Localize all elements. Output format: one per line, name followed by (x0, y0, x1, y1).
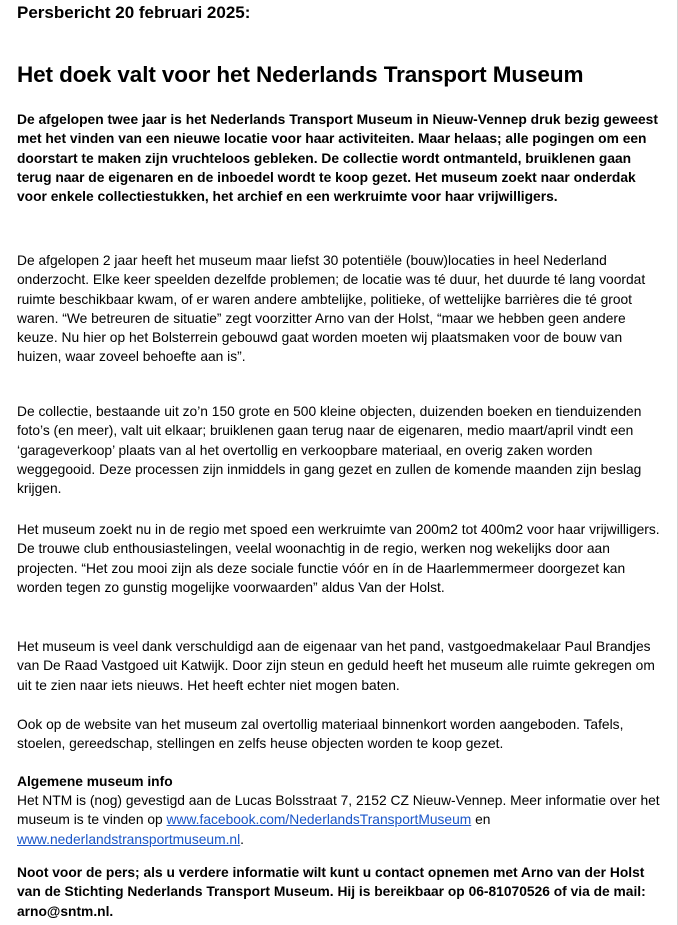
info-text-before: Het NTM is (nog) gevestigd aan de Lucas Bolsstraat 7, 2152 CZ Nieuw-Vennep. Meer informatie over het museum is te vinden op (17, 793, 660, 828)
body-paragraph-thanks: Het museum is veel dank verschuldigd aan de eigenaar van het pand, vastgoedmakelaar Paul Brandjes van De Raad Vastgoed uit Katwijk. Door zijn steun en geduld heeft het museum alle ruimte gekregen om uit te zien naar iets nieuws. Het heeft echter niet mogen baten. (17, 639, 655, 693)
press-note: Noot voor de pers; als u verdere informatie wilt kunt u contact opnemen met Arno van der Holst van de Stichting Nederlands Transport Museum. Hij is bereikbaar op 06-81070526 of via de mail: arno@sntm.nl. (17, 865, 646, 919)
facebook-link[interactable]: www.facebook.com/NederlandsTransportMuseum (166, 812, 472, 828)
info-section-body (17, 791, 667, 849)
body-paragraph-collection: De collectie, bestaande uit zo’n 150 grote en 500 kleine objecten, duizenden boeken en tienduizenden foto’s (en meer), valt uit elkaar; bruiklenen gaan terug naar de eigenaren, medio maart/april vindt een ‘garageverkoop’ plaats van al het overtollig en verkoopbare materiaal, en overig zaken worden weggegooid. Deze processen zijn inmiddels in gang gezet en zullen de komende maanden zijn beslag krijgen. (17, 404, 642, 497)
dateline: Persbericht 20 februari 2025: (17, 3, 251, 22)
headline: Het doek valt voor het Nederlands Transport Museum (17, 62, 584, 87)
lead-paragraph: De afgelopen twee jaar is het Nederlands Transport Museum in Nieuw-Vennep druk bezig geweest met het vinden van een nieuwe locatie voor haar activiteiten. Maar helaas; alle pogingen om een doorstart te maken zijn vruchteloos gebleken. De collectie wordt ontmanteld, bruiklenen gaan terug naar de eigenaren en de inboedel wordt te koop gezet. Het museum zoekt naar onderdak voor enkele collectiestukken, het archief en een werkruimte voor haar vrijwilligers. (17, 112, 658, 205)
info-section-title: Algemene museum info (17, 774, 173, 789)
body-paragraph-workspace: Het museum zoekt nu in de regio met spoed een werkruimte van 200m2 tot 400m2 voor haar vrijwilligers. De trouwe club enthousiastelingen, veelal woonachtig in de regio, werken nog wekelijks door aan projecten. “Het zou mooi zijn als deze sociale functie vóór en ín de Haarlemmermeer doorgezet kan worden tegen zo gunstig mogelijke voorwaarden” aldus Van der Holst. (17, 522, 660, 595)
website-link[interactable]: www.nederlandstransportmuseum.nl (17, 831, 241, 847)
body-paragraph-website-sale: Ook op de website van het museum zal overtollig materiaal binnenkort worden aangeboden. Tafels, stoelen, gereedschap, stellingen en zelfs heuse objecten worden te koop gezet. (17, 717, 624, 752)
info-text-after: . (240, 831, 244, 847)
info-text-middle: en (471, 812, 491, 828)
body-paragraph-locations: De afgelopen 2 jaar heeft het museum maar liefst 30 potentiële (bouw)locaties in heel Nederland onderzocht. Elke keer speelden dezelfde problemen; de locatie was té duur, het duurde té lang voordat ruimte beschikbaar kwam, of er waren andere ambtelijke, politieke, of wettelijke barrières die té groot waren. “We betreuren de situatie” zegt voorzitter Arno van der Holst, “maar we hebben geen andere keuze. Nu hier op het Bolsterrein gebouwd gaat worden moeten wij plaatsmaken voor de bouw van huizen, waar zoveel behoefte aan is”. (17, 253, 646, 365)
